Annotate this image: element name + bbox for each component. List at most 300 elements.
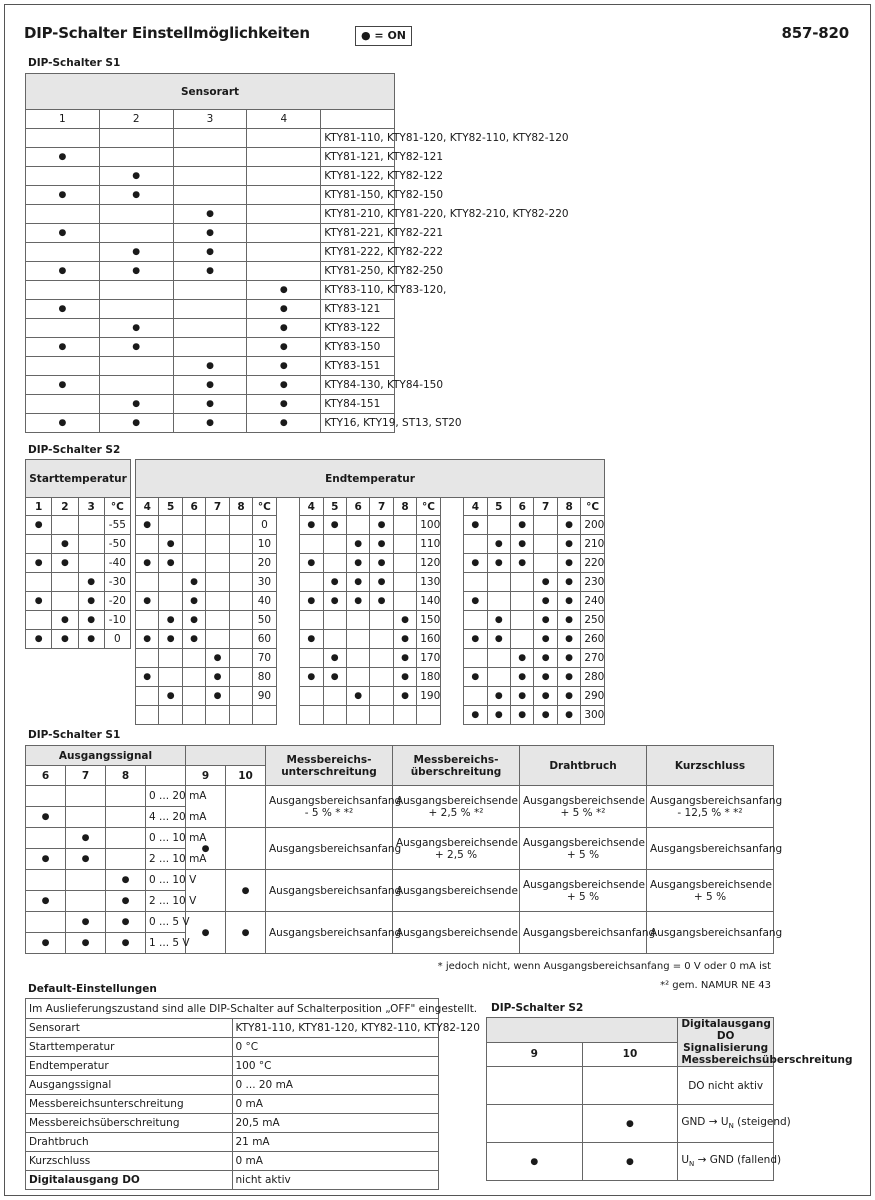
switch-on-dot: ● [557,573,580,592]
block-gap [440,554,463,573]
table-row [136,630,605,649]
switch-on-dot: ● [370,535,393,554]
switch-off-cell [487,668,510,687]
switch-on-dot: ● [78,592,104,611]
switch-on-dot: ● [323,649,346,668]
switch-on-dot: ● [557,630,580,649]
switch-on-dot: ● [511,668,534,687]
switch-on-dot: ● [534,706,557,725]
switch-off-cell [66,870,106,891]
switch-on-dot: ● [511,687,534,706]
switch-off-cell [26,129,100,148]
switch-column-header: °C [417,498,440,516]
output-signal-value: 2 ... 10 V [146,891,186,912]
switch-on-dot: ● [393,649,416,668]
do-mode: $U_N$ → GND (fallend) [678,1143,774,1181]
switch-off-cell [173,281,247,300]
switch-off-cell [99,300,173,319]
switch-on-dot: ● [487,687,510,706]
switch-off-cell [464,687,487,706]
switch-off-cell [159,706,182,725]
switch-on-dot: ● [511,706,534,725]
table-row [26,592,131,611]
header-row [26,746,774,766]
s2-do-table [486,1017,853,1181]
s1-sensor-label: DIP-Schalter S1 [28,57,121,69]
switch-on-dot: ● [159,630,182,649]
switch-on-dot: ● [534,668,557,687]
switch-off-cell [26,573,52,592]
sensor-type: KTY16, KTY19, ST13, ST20 [321,414,395,433]
switch-off-cell [346,630,369,649]
block-gap [276,573,299,592]
output-signal-value: 0 ... 5 V [146,912,186,933]
switch-off-cell [323,611,346,630]
default-setting-value: KTY81-110, KTY81-120, KTY82-110, KTY82-120 [232,1019,439,1038]
sensor-type: KTY84-130, KTY84-150 [321,376,395,395]
switch-off-cell [464,573,487,592]
switch-off-cell [393,573,416,592]
switch-off-cell [173,129,247,148]
switch-on-dot: ● [182,592,205,611]
default-setting-name: Sensorart [26,1019,233,1038]
table-row [26,611,131,630]
table-row [26,357,395,376]
switch-on-dot: ● [26,338,100,357]
switch-on-dot: ● [323,573,346,592]
sensor-type: KTY81-210, KTY81-220, KTY82-210, KTY82-220 [321,205,395,224]
switch-off-cell [370,668,393,687]
switch-on-dot: ● [511,649,534,668]
output-signal-header: Ausgangssignal [26,746,186,766]
switch-column-header: 2 [99,110,173,129]
switch-on-dot: ● [534,649,557,668]
switch-column-header: 4 [300,498,323,516]
switch-off-cell [78,535,104,554]
temp-value: 60 [253,630,276,649]
default-setting-value: 0 mA [232,1095,439,1114]
temp-value: 120 [417,554,440,573]
switch-on-dot: ● [487,611,510,630]
block-gap [276,516,299,535]
s1-output-label: DIP-Schalter S1 [28,729,121,741]
switch-off-cell [229,592,252,611]
switch-on-dot: ● [300,516,323,535]
switch-on-dot: ● [78,630,104,649]
switch-column-header: 2 [52,498,78,516]
block-gap [276,592,299,611]
switch-on-dot: ● [370,516,393,535]
switch-on-dot: ● [26,849,66,870]
temp-value: -30 [104,573,130,592]
switch-off-cell [229,706,252,725]
block-gap [440,706,463,725]
switch-on-dot: ● [393,630,416,649]
switch-off-cell [182,649,205,668]
switch-on-dot: ● [534,687,557,706]
switch-off-cell [26,535,52,554]
table-row [487,1067,774,1105]
switch-off-cell [106,828,146,849]
temp-value: 0 [253,516,276,535]
switch-off-cell [247,167,321,186]
switch-on-dot: ● [247,357,321,376]
switch-on-dot: ● [247,395,321,414]
switch-off-cell [136,535,159,554]
switch-off-cell [511,630,534,649]
switch-on-dot: ● [247,281,321,300]
table-row [136,706,605,725]
switch-on-dot: ● [226,912,266,954]
switch-off-cell [247,186,321,205]
switch-off-cell [173,338,247,357]
switch-off-cell [346,706,369,725]
temp-value: 200 [581,516,605,535]
switch-off-cell [66,807,106,828]
temp-value: 30 [253,573,276,592]
page-title: DIP-Schalter Einstellmöglichkeiten [24,24,310,42]
table-row [26,167,395,186]
switch-off-cell [300,706,323,725]
switch-off-cell [247,148,321,167]
switch-off-cell [26,786,66,807]
switch-off-cell [26,167,100,186]
switch-off-cell [229,687,252,706]
sensor-type: KTY81-110, KTY81-120, KTY82-110, KTY82-120 [321,129,395,148]
switch-off-cell [511,573,534,592]
switch-on-dot: ● [370,592,393,611]
switch-on-dot: ● [582,1105,678,1143]
default-setting-value: 0 °C [232,1038,439,1057]
switch-off-cell [206,611,229,630]
temp-value: 0 [104,630,130,649]
switch-on-dot: ● [557,535,580,554]
table-row [136,535,605,554]
switch-on-dot: ● [26,592,52,611]
switch-on-dot: ● [300,630,323,649]
output-signal-value: 0 ... 10 V [146,870,186,891]
default-setting-value: 100 °C [232,1057,439,1076]
switch-column-header: 6 [511,498,534,516]
temp-value: 270 [581,649,605,668]
switch-on-dot: ● [66,912,106,933]
switch-off-cell [206,630,229,649]
switch-on-dot: ● [26,300,100,319]
temp-value: 50 [253,611,276,630]
switch-on-dot: ● [173,205,247,224]
switch-on-dot: ● [26,554,52,573]
switch-on-dot: ● [464,630,487,649]
table-row [26,338,395,357]
block-gap [276,554,299,573]
switch-on-dot: ● [136,668,159,687]
header-row [26,74,395,110]
switch-off-cell [26,395,100,414]
table-row [136,592,605,611]
default-setting-name: Drahtbruch [26,1133,233,1152]
switch-column-header: 3 [78,498,104,516]
switch-off-cell [99,357,173,376]
table-row [136,573,605,592]
switch-on-dot: ● [106,891,146,912]
switch-off-cell [582,1067,678,1105]
switch-off-cell [78,554,104,573]
fault-behaviour-value: Ausgangsbereichsende + 5 % [647,870,774,912]
table-row [136,554,605,573]
switch-on-dot: ● [557,668,580,687]
switch-off-cell [534,516,557,535]
table-row [26,912,774,933]
switch-off-cell [173,148,247,167]
switch-off-cell [464,611,487,630]
fault-behaviour-value: Ausgangsbereichsanfang [647,828,774,870]
table-row [26,205,395,224]
switch-on-dot: ● [78,573,104,592]
temp-value: 110 [417,535,440,554]
switch-column-header: 7 [370,498,393,516]
default-setting-name: Kurzschluss [26,1152,233,1171]
switch-off-cell [487,592,510,611]
table-row [26,281,395,300]
switch-on-dot: ● [247,319,321,338]
switch-off-cell [229,573,252,592]
fault-behaviour-value: Ausgangsbereichsanfang - 5 % * *² [266,786,393,828]
fault-column-header: Drahtbruch [520,746,647,786]
switch-on-dot: ● [26,516,52,535]
table-row [26,148,395,167]
switch-off-cell [370,630,393,649]
switch-off-cell [247,129,321,148]
table-row [26,573,131,592]
sensor-type: KTY83-150 [321,338,395,357]
temp-value: 300 [581,706,605,725]
table-row [26,262,395,281]
switch-on-dot: ● [534,630,557,649]
switch-on-dot: ● [136,630,159,649]
switch-on-dot: ● [99,414,173,433]
fault-behaviour-value: Ausgangsbereichsanfang - 12,5 % * *² [647,786,774,828]
block-gap [276,498,299,516]
table-row [26,376,395,395]
switch-off-cell [99,129,173,148]
switch-column-header: 5 [487,498,510,516]
switch-column-header: 6 [346,498,369,516]
switch-on-dot: ● [173,357,247,376]
switch-on-dot: ● [226,870,266,912]
empty-header-cell [146,766,186,786]
block-gap [276,611,299,630]
switch-on-dot: ● [300,554,323,573]
switch-off-cell [136,573,159,592]
table-row [26,1152,439,1171]
table-row [136,649,605,668]
switch-on-dot: ● [534,592,557,611]
table-row [26,300,395,319]
switch-on-dot: ● [159,611,182,630]
temp-value: 190 [417,687,440,706]
defaults-intro: Im Auslieferungszustand sind alle DIP-Schalter auf Schalterposition „OFF" eingestellt. [26,999,439,1019]
table-row [26,414,395,433]
sensorart-header: Sensorart [26,74,395,110]
switch-off-cell [66,891,106,912]
switch-off-cell [173,167,247,186]
table-row [136,687,605,706]
switch-on-dot: ● [247,414,321,433]
default-setting-value: 20,5 mA [232,1114,439,1133]
switch-on-dot: ● [52,630,78,649]
block-gap [440,592,463,611]
switch-off-cell [66,786,106,807]
switch-on-dot: ● [206,687,229,706]
switch-off-cell [136,706,159,725]
table-row [26,535,131,554]
switch-column-header: 5 [323,498,346,516]
switch-on-dot: ● [106,933,146,954]
switch-on-dot: ● [78,611,104,630]
table-row [26,1114,439,1133]
switch-column-header: 7 [66,766,106,786]
switch-column-header: 8 [557,498,580,516]
fault-behaviour-value: Ausgangsbereichsanfang [520,912,647,954]
switch-on-dot: ● [557,649,580,668]
table-row [26,224,395,243]
temp-value: 70 [253,649,276,668]
switch-off-cell [99,376,173,395]
s2-do-label: DIP-Schalter S2 [491,1002,584,1014]
switch-on-dot: ● [247,338,321,357]
output-signal-value: 4 ... 20 mA [146,807,186,828]
switch-on-dot: ● [99,395,173,414]
s1-output-table [25,745,783,954]
switch-on-dot: ● [393,611,416,630]
switch-off-cell [99,205,173,224]
switch-off-cell [487,573,510,592]
switch-on-dot: ● [487,535,510,554]
switch-on-dot: ● [300,668,323,687]
switch-off-cell [206,706,229,725]
switch-on-dot: ● [26,376,100,395]
switch-on-dot: ● [370,573,393,592]
switch-on-dot: ● [557,592,580,611]
switch-off-cell [159,573,182,592]
temp-value: 140 [417,592,440,611]
switch-column-header: 8 [106,766,146,786]
empty-header-cell [321,110,395,129]
switch-off-cell [206,516,229,535]
switch-on-dot: ● [173,376,247,395]
sensor-type: KTY83-110, KTY83-120, [321,281,395,300]
block-gap [276,687,299,706]
switch-on-dot: ● [557,706,580,725]
default-setting-name: Messbereichsüberschreitung [26,1114,233,1133]
switch-off-cell [26,611,52,630]
switch-off-cell [26,281,100,300]
switch-off-cell [323,535,346,554]
switch-on-dot: ● [346,687,369,706]
switch-on-dot: ● [26,414,100,433]
switch-on-dot: ● [136,516,159,535]
switch-off-cell [26,205,100,224]
fault-behaviour-value: Ausgangsbereichsende + 5 % *² [520,786,647,828]
switch-off-cell [487,649,510,668]
switch-on-dot: ● [346,573,369,592]
switch-on-dot: ● [464,554,487,573]
switch-off-cell [393,516,416,535]
block-gap [440,611,463,630]
switch-column-header: 8 [229,498,252,516]
output-signal-value: 0 ... 10 mA [146,828,186,849]
temp-value: 130 [417,573,440,592]
switch-off-cell [26,319,100,338]
switch-off-cell [106,849,146,870]
sensor-type: KTY83-121 [321,300,395,319]
switch-on-dot: ● [99,262,173,281]
switch-on-dot: ● [247,300,321,319]
switch-on-dot: ● [106,870,146,891]
defaults-label: Default-Einstellungen [28,983,157,995]
fault-behaviour-value: Ausgangsbereichsende + 2,5 % [393,828,520,870]
table-row [26,1133,439,1152]
fault-behaviour-value: Ausgangsbereichsanfang [266,828,393,870]
switch-column-header: 4 [464,498,487,516]
switch-off-cell [182,535,205,554]
block-gap [440,649,463,668]
fault-behaviour-value: Ausgangsbereichsende + 2,5 % *² [393,786,520,828]
fault-column-header: Messbereichs- unterschreitung [266,746,393,786]
switch-on-dot: ● [26,891,66,912]
output-signal-value: 2 ... 10 mA [146,849,186,870]
switch-off-cell [511,592,534,611]
switch-off-cell [534,554,557,573]
switch-off-cell [247,262,321,281]
switch-off-cell [26,828,66,849]
default-setting-value: 0 mA [232,1152,439,1171]
table-row [136,611,605,630]
fault-behaviour-value: Ausgangsbereichsanfang [647,912,774,954]
temp-value [253,706,276,725]
switch-off-cell [370,649,393,668]
switch-on-dot: ● [52,611,78,630]
switch-on-dot: ● [186,828,226,870]
s2-start-table [25,459,131,649]
column-header-row [136,498,605,516]
table-row [26,786,774,807]
switch-off-cell [159,592,182,611]
block-gap [276,535,299,554]
switch-on-dot: ● [346,535,369,554]
block-gap [440,573,463,592]
switch-off-cell [182,687,205,706]
switch-on-dot: ● [534,611,557,630]
switch-off-cell [99,281,173,300]
block-gap [276,668,299,687]
switch-off-cell [78,516,104,535]
block-gap [440,516,463,535]
switch-off-cell [464,535,487,554]
switch-off-cell [52,516,78,535]
temp-value: 10 [253,535,276,554]
switch-off-cell [182,668,205,687]
switch-off-cell [393,535,416,554]
switch-off-cell [136,687,159,706]
switch-off-cell [300,573,323,592]
temp-value: 250 [581,611,605,630]
intro-row [26,999,439,1019]
table-row [26,129,395,148]
table-row [26,1171,439,1190]
sensor-type: KTY83-122 [321,319,395,338]
switch-on-dot: ● [99,243,173,262]
